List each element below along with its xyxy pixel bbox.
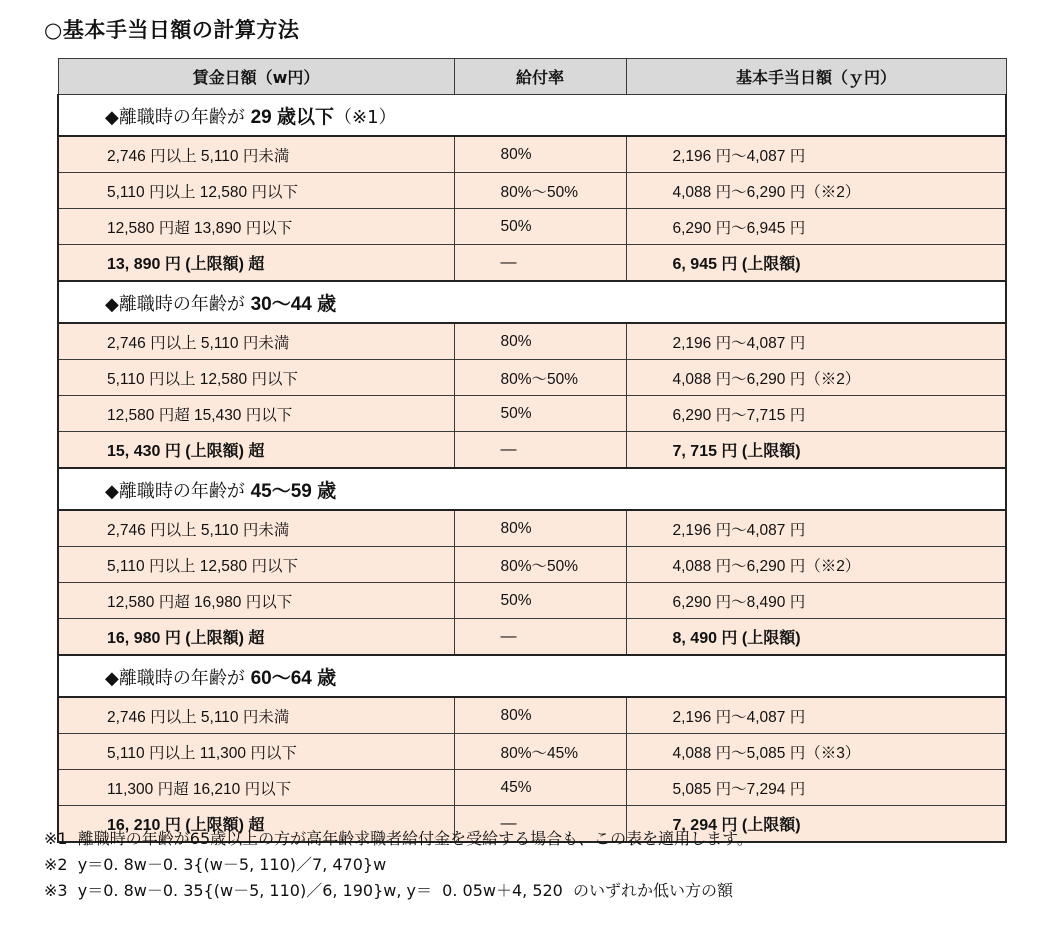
table-row: [58, 583, 1006, 619]
benefit-cell: 4,088 円～6,290 円（※2）: [626, 173, 1006, 209]
page-title: ○基本手当日額の計算方法: [44, 18, 300, 42]
header-benefit: 基本手当日額（ｙ円）: [626, 59, 1006, 95]
age-group-label: [58, 95, 1006, 137]
age-range: 45～59 歳: [250, 480, 337, 502]
rate-cell: 80%～45%: [454, 734, 626, 770]
benefit-cell: 8, 490 円 (上限額): [626, 619, 1006, 656]
table-row: [58, 510, 1006, 547]
wage-cell: 16, 980 円 (上限額) 超: [58, 619, 454, 656]
benefit-cell: 6,290 円～8,490 円: [626, 583, 1006, 619]
table-row: [58, 770, 1006, 806]
table-row: [58, 547, 1006, 583]
age-group-prefix: ◆離職時の年齢が: [105, 293, 251, 315]
rate-cell: —: [454, 432, 626, 469]
wage-cell: 16, 210 円 (上限額) 超: [58, 806, 454, 843]
table-row: [58, 697, 1006, 734]
wage-cell: 5,110 円以上 12,580 円以下: [58, 173, 454, 209]
rate-cell: 45%: [454, 770, 626, 806]
table-row: [58, 396, 1006, 432]
rate-cell: 80%: [454, 697, 626, 734]
benefit-cell: 2,196 円～4,087 円: [626, 136, 1006, 173]
wage-cell: 11,300 円超 16,210 円以下: [58, 770, 454, 806]
rate-cell: 50%: [454, 583, 626, 619]
rate-cell: 80%～50%: [454, 360, 626, 396]
age-group-prefix: ◆離職時の年齢が: [105, 667, 251, 689]
table-header-row: [58, 59, 1006, 95]
footnote-2: ※2 y＝0. 8w－0. 3{(w－5, 110)／7, 470}w: [44, 855, 387, 874]
age-group-label: [58, 655, 1006, 697]
age-group-row: [58, 655, 1006, 697]
header-rate: 給付率: [454, 59, 626, 95]
benefit-cell: 5,085 円～7,294 円: [626, 770, 1006, 806]
wage-cell: 12,580 円超 13,890 円以下: [58, 209, 454, 245]
age-group-row: [58, 281, 1006, 323]
benefit-cell: 2,196 円～4,087 円: [626, 697, 1006, 734]
age-group-prefix: ◆離職時の年齢が: [105, 480, 251, 502]
benefit-cell: 4,088 円～6,290 円（※2）: [626, 547, 1006, 583]
table-row: [58, 136, 1006, 173]
table-row: [58, 360, 1006, 396]
footnote-1: ※1 離職時の年齢が65歳以上の方が高年齢求職者給付金を受給する場合も、この表を適用します。: [44, 829, 753, 848]
table-row: [58, 323, 1006, 360]
rate-cell: 80%: [454, 323, 626, 360]
age-group-label: [58, 468, 1006, 510]
table-row: [58, 173, 1006, 209]
table-row: [58, 245, 1006, 282]
rate-cell: 50%: [454, 396, 626, 432]
benefit-cell: 6,290 円～7,715 円: [626, 396, 1006, 432]
table-row: [58, 209, 1006, 245]
benefit-cell: 6,290 円～6,945 円: [626, 209, 1006, 245]
benefit-calculation-table: [57, 58, 1007, 843]
benefit-cell: 7, 715 円 (上限額): [626, 432, 1006, 469]
benefit-cell: 2,196 円～4,087 円: [626, 323, 1006, 360]
rate-cell: 80%: [454, 510, 626, 547]
rate-cell: —: [454, 619, 626, 656]
benefit-cell: 6, 945 円 (上限額): [626, 245, 1006, 282]
table-row: [58, 432, 1006, 469]
wage-cell: 2,746 円以上 5,110 円未満: [58, 136, 454, 173]
footnotes: [44, 826, 753, 904]
age-group-row: [58, 95, 1006, 137]
age-group-row: [58, 468, 1006, 510]
wage-cell: 13, 890 円 (上限額) 超: [58, 245, 454, 282]
wage-cell: 12,580 円超 15,430 円以下: [58, 396, 454, 432]
wage-cell: 15, 430 円 (上限額) 超: [58, 432, 454, 469]
benefit-cell: 4,088 円～6,290 円（※2）: [626, 360, 1006, 396]
wage-cell: 5,110 円以上 12,580 円以下: [58, 360, 454, 396]
rate-cell: 80%～50%: [454, 547, 626, 583]
table-row: [58, 734, 1006, 770]
header-wage: 賃金日額（w円）: [58, 59, 454, 95]
age-group-prefix: ◆離職時の年齢が: [105, 106, 251, 128]
rate-cell: —: [454, 806, 626, 843]
rate-cell: —: [454, 245, 626, 282]
benefit-cell: 4,088 円～5,085 円（※3）: [626, 734, 1006, 770]
rate-cell: 80%: [454, 136, 626, 173]
table-row: [58, 619, 1006, 656]
age-group-note-ref: （※1）: [334, 106, 397, 128]
wage-cell: 2,746 円以上 5,110 円未満: [58, 697, 454, 734]
age-group-label: [58, 281, 1006, 323]
rate-cell: 80%～50%: [454, 173, 626, 209]
wage-cell: 5,110 円以上 11,300 円以下: [58, 734, 454, 770]
footnote-3: ※3 y＝0. 8w－0. 35{(w－5, 110)／6, 190}w, y＝ 0. 05w＋4, 520 のいずれか低い方の額: [44, 881, 734, 900]
wage-cell: 2,746 円以上 5,110 円未満: [58, 510, 454, 547]
age-range: 60～64 歳: [250, 667, 337, 689]
wage-cell: 2,746 円以上 5,110 円未満: [58, 323, 454, 360]
age-range: 29 歳以下: [250, 106, 334, 128]
wage-cell: 5,110 円以上 12,580 円以下: [58, 547, 454, 583]
benefit-cell: 7, 294 円 (上限額): [626, 806, 1006, 843]
rate-cell: 50%: [454, 209, 626, 245]
age-range: 30～44 歳: [250, 293, 337, 315]
wage-cell: 12,580 円超 16,980 円以下: [58, 583, 454, 619]
benefit-cell: 2,196 円～4,087 円: [626, 510, 1006, 547]
